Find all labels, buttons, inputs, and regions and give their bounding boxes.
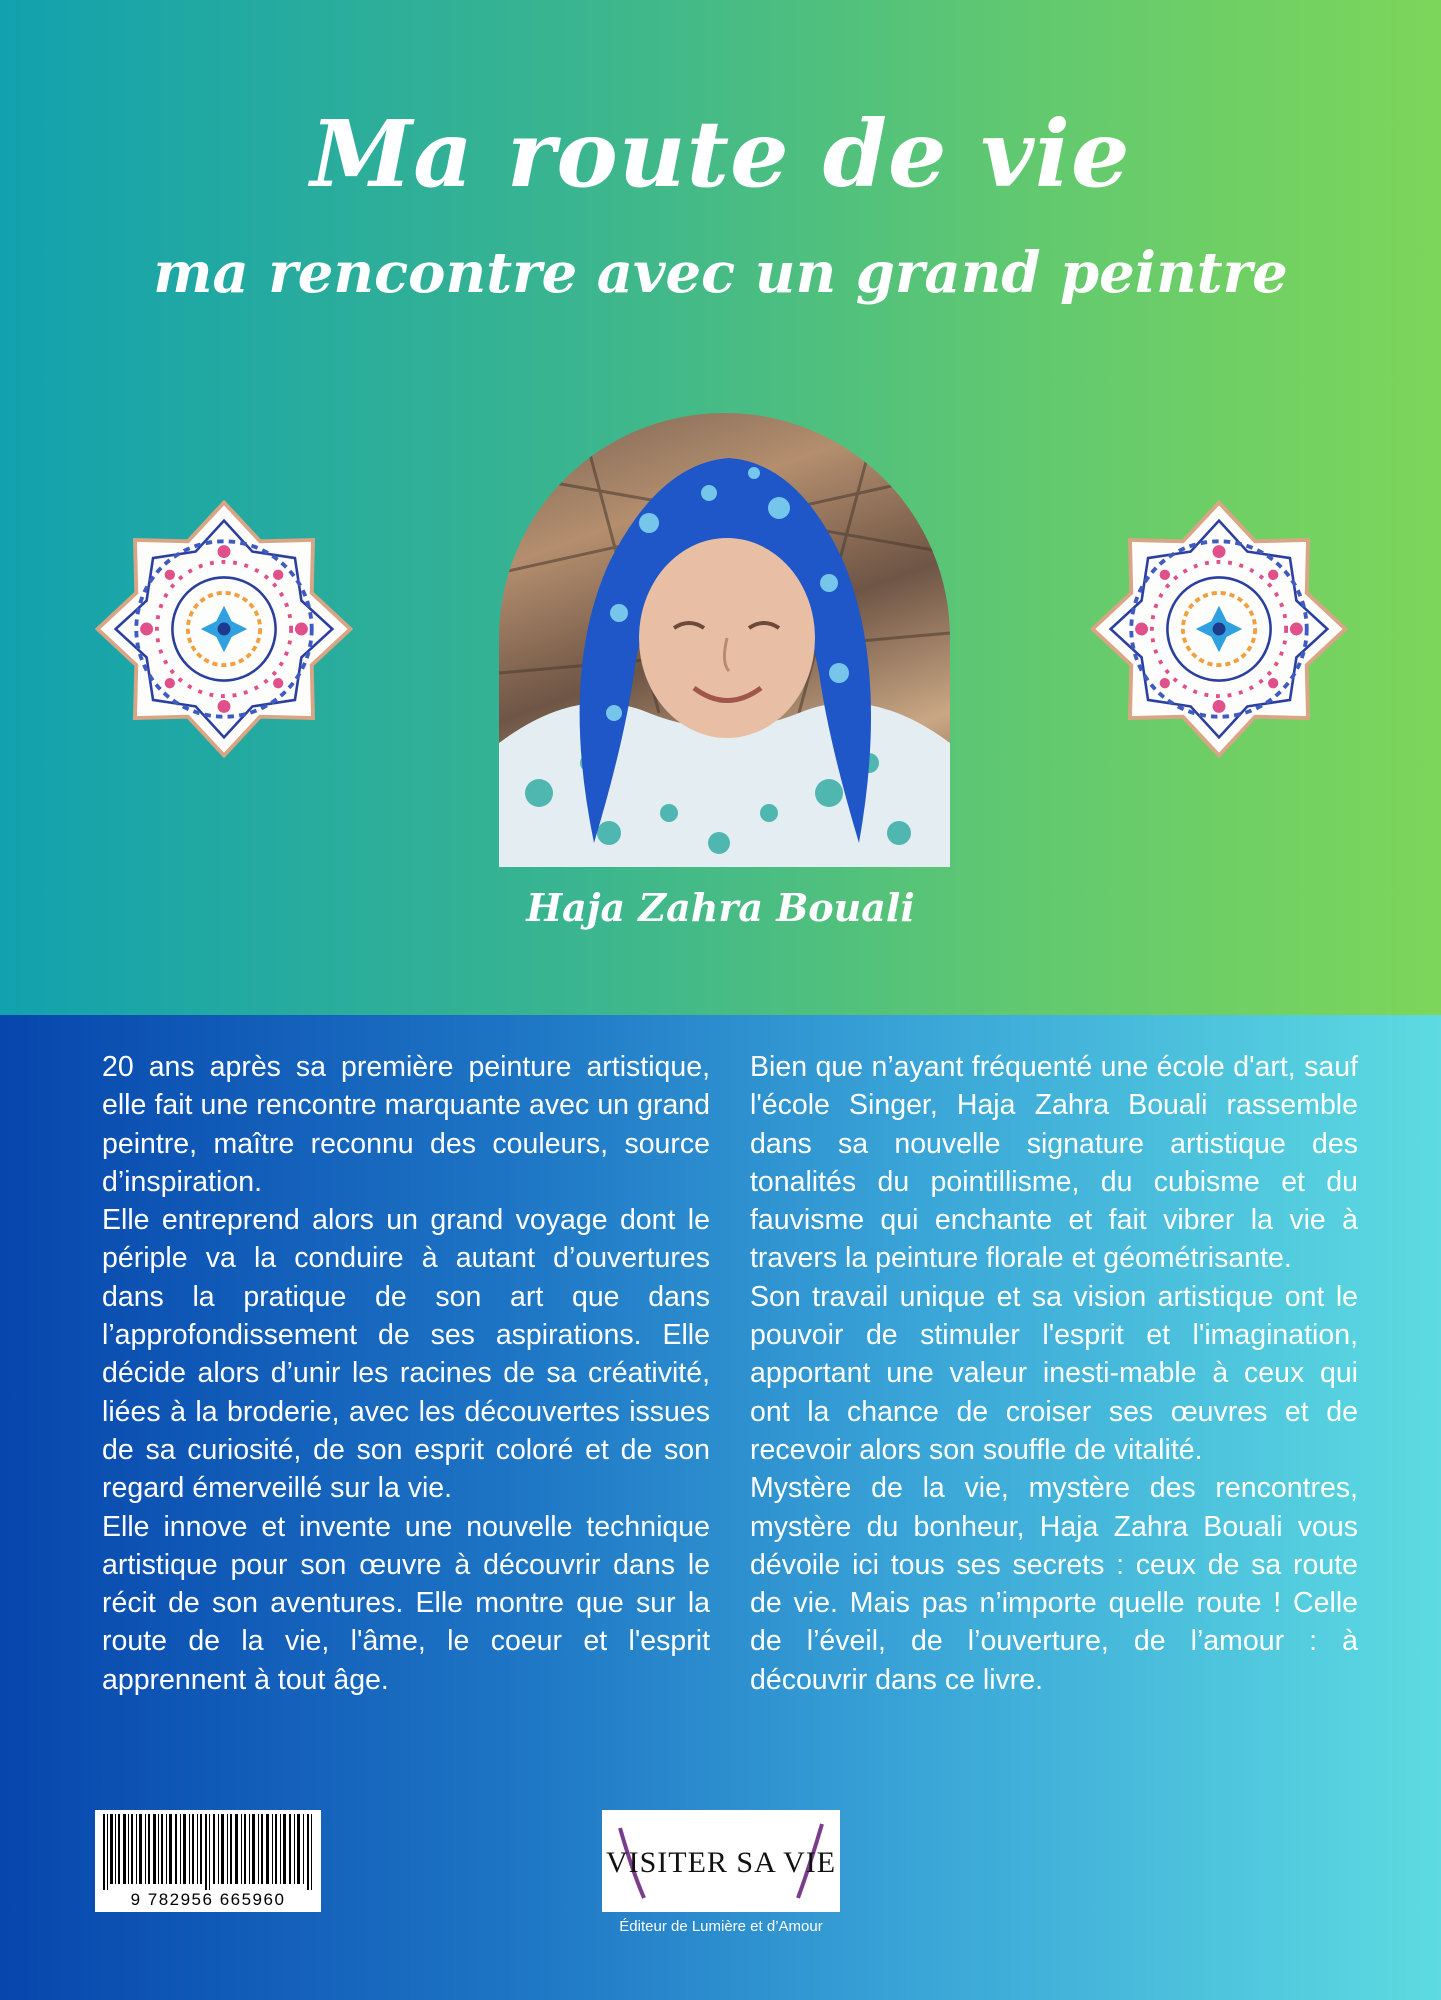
description-paragraph: Elle innove et invente une nouvelle technique artistique pour son œuvre à découvrir dans le récit de son aventures. Elle montre que sur la route de la vie, l'âme, le coeur et l'esprit apprennent à tout âge. xyxy=(102,1510,710,1696)
description-paragraph: Mystère de la vie, mystère des rencontres, mystère du bonheur, Haja Zahra Bouali vous dévoile ici tous ses secrets : ceux de sa route de vie. Mais pas n’importe quelle route ! Celle de l’éveil, de l’ouverture, de l’amour : à découvrir dans ce livre. xyxy=(750,1472,1358,1696)
isbn-number: 9 782956 665960 xyxy=(130,1890,286,1909)
publisher-logo xyxy=(602,1810,840,1912)
book-subtitle: ma rencontre avec un grand peintre xyxy=(153,240,1288,306)
publisher-tagline: Éditeur de Lumière et d’Amour xyxy=(619,1918,823,1935)
description-paragraph: Son travail unique et sa vision artistique ont le pouvoir de stimuler l'esprit et l'imagination, apportant une valeur inesti-mable à ceux qui ont la chance de croiser ses œuvres et de recevoir alors son souffle de vitalité. xyxy=(750,1280,1358,1466)
portrait-illustration xyxy=(499,413,950,867)
description-paragraph: Bien que n’ayant fréquenté une école d'art, sauf l'école Singer, Haja Zahra Bouali rassemble dans sa nouvelle signature artistique des tonalités du pointillisme, du cubisme et du fauvisme qui enchante et fait vibrer la vie à travers la peinture florale et géométrisante. xyxy=(750,1051,1358,1275)
islamic-rosette-icon xyxy=(1090,500,1348,758)
description-right-column xyxy=(750,1048,1358,1699)
islamic-rosette-icon xyxy=(95,500,353,758)
isbn-barcode xyxy=(95,1810,321,1912)
publisher-logo-text: VISITER SA VIE xyxy=(605,1846,837,1879)
author-portrait xyxy=(499,413,950,867)
description-paragraph: 20 ans après sa première peinture artistique, elle fait une rencontre marquante avec un grand peintre, maître reconnu des couleurs, source d’inspiration. xyxy=(102,1051,710,1198)
description-paragraph: Elle entreprend alors un grand voyage dont le périple va la conduire à autant d’ouvertures dans la pratique de son art que dans l’approfondissement de ses aspirations. Elle décide alors d’unir les racines de sa créativité, liées à la broderie, avec les découvertes issues de sa curiosité, de son esprit coloré et de son regard émerveillé sur la vie. xyxy=(102,1204,710,1505)
description-left-column xyxy=(102,1048,710,1699)
barcode-bars-icon xyxy=(95,1810,321,1890)
book-title: Ma route de vie xyxy=(310,100,1131,208)
author-name: Haja Zahra Bouali xyxy=(526,885,915,930)
